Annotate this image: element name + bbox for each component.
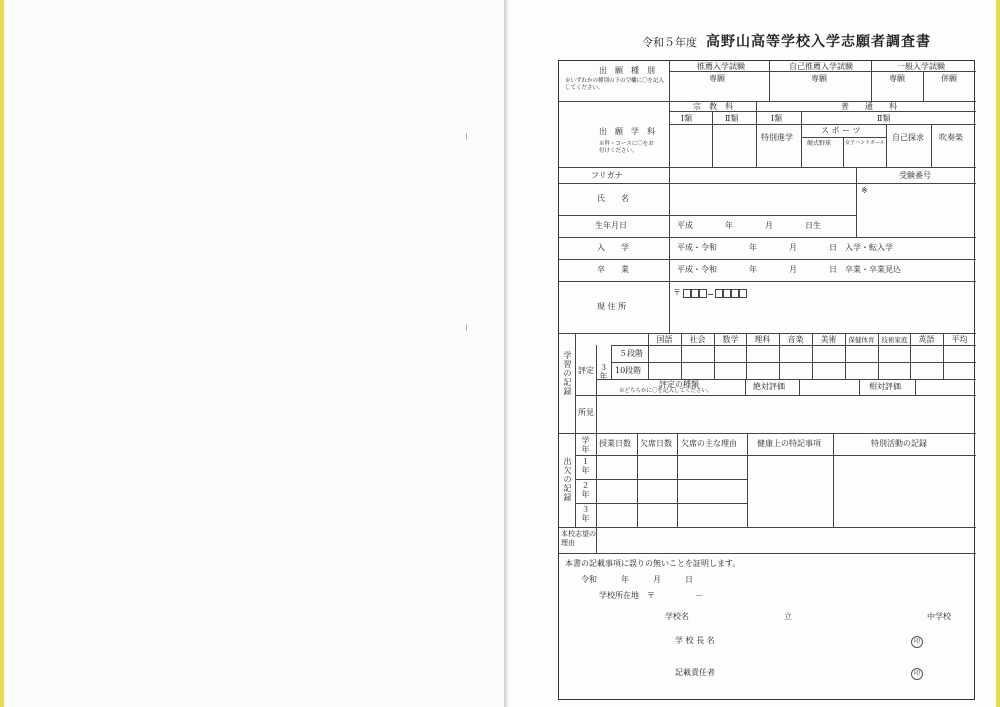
music-course: 吹奏楽	[939, 133, 963, 142]
birth-value: 平成 年 月 日生	[677, 221, 821, 230]
junior-high-label: 中学校	[927, 612, 951, 621]
postal-digit-box[interactable]	[739, 289, 747, 298]
public-label: 立	[784, 612, 792, 621]
principal-seal-icon: 印	[911, 636, 923, 648]
subject-header: 国語	[656, 335, 673, 344]
recorder-seal-icon: 印	[911, 668, 923, 680]
postal-digit-box[interactable]	[731, 289, 739, 298]
certify-date: 令和 年 月 日	[581, 575, 693, 584]
recorder-label: 記載責任者	[675, 668, 715, 677]
attendance-record-label: 出欠の記録	[563, 457, 572, 502]
exclusive-general: 専願	[889, 74, 905, 83]
address-label: 現 住 所	[597, 302, 627, 311]
advanced-course: 特別進学	[761, 133, 793, 142]
graduate-label: 卒 業	[597, 265, 629, 274]
general-class1: Ⅰ類	[771, 114, 783, 123]
religion-class1: Ⅰ類	[681, 114, 693, 123]
year1-label: １年	[581, 457, 590, 475]
grade3-label: ３年	[599, 363, 608, 381]
special-activities-label: 特別活動の記録	[871, 439, 927, 448]
absence-reason-label: 欠席の主な理由	[681, 439, 737, 448]
exam-number-mark: ※	[861, 186, 868, 195]
year2-label: ２年	[581, 481, 590, 499]
religion-class2: Ⅱ類	[725, 114, 739, 123]
subject-header: 平均	[951, 335, 968, 344]
exam-number-label: 受験番号	[899, 171, 931, 180]
entry-label: 入 学	[597, 243, 629, 252]
opinion-label: 所見	[578, 408, 594, 417]
absolute-evaluation: 絶対評価	[753, 382, 785, 391]
course-note: ※科・コースに〇をお付けください。	[599, 141, 654, 154]
combined-general: 併願	[941, 74, 957, 83]
document-title: 高野山高等学校入学志願者調査書	[706, 34, 931, 50]
subject-header: 保健体育	[848, 336, 875, 344]
exam-self-recommend: 自己推薦入学試験	[789, 62, 853, 71]
subject-header: 理科	[754, 335, 771, 344]
course-label: 出 願 学 科	[599, 127, 655, 136]
graduate-value: 平成・令和 年 月 日 卒業・卒業見込	[677, 265, 901, 274]
application-type-label: 出 願 種 別	[599, 66, 655, 75]
self-inquiry-course: 自己探求	[892, 133, 924, 142]
application-type-note: ※いずれかの種別の下の空欄に〇を記入してください。	[565, 78, 665, 91]
class-days-label: 授業日数	[599, 439, 631, 448]
postal-digit-box[interactable]	[723, 289, 731, 298]
year-column-label: 学年	[581, 436, 590, 454]
academic-record-label: 学習の記録	[563, 351, 572, 396]
entry-value: 平成・令和 年 月 日 入学・転入学	[677, 243, 893, 252]
exclusive-self: 専願	[811, 74, 827, 83]
exam-general: 一般入学試験	[897, 62, 945, 71]
motive-label: 本校志望の理由	[561, 530, 596, 547]
hole-mark	[466, 324, 467, 331]
subject-header: 社会	[689, 335, 706, 344]
blank-page	[4, 0, 504, 707]
baseball-course: 硬式野球	[807, 140, 832, 147]
general-class2: Ⅱ類	[877, 114, 891, 123]
scale5-label: ５段階	[619, 349, 643, 358]
evaluation-kind-label: 評定の種類	[659, 380, 699, 389]
era-label: 令和５年度	[642, 36, 697, 49]
furigana-label: フリガナ	[591, 171, 623, 180]
exclusive-recommend: 専願	[709, 74, 725, 83]
name-label: 氏 名	[597, 194, 629, 203]
principal-label: 学 校 長 名	[675, 636, 715, 645]
postal-digit-box[interactable]	[691, 289, 699, 298]
health-notes-label: 健康上の特記事項	[757, 439, 821, 448]
page-edge-right	[996, 0, 1000, 707]
school-location: 学校所在地 〒 －	[599, 591, 703, 600]
exam-recommend: 推薦入学試験	[697, 62, 745, 71]
application-form	[558, 60, 975, 700]
birth-label: 生年月日	[595, 221, 627, 230]
school-name-label: 学校名	[665, 612, 689, 621]
postal-mark: 〒	[673, 288, 681, 297]
subject-header: 技術家庭	[881, 336, 908, 344]
absent-days-label: 欠席日数	[640, 439, 672, 448]
evaluation-kind-note: ※どちらかに〇を記入してください。	[619, 388, 713, 394]
subject-header: 英語	[918, 335, 935, 344]
religion-course: 宗 教 科	[693, 102, 733, 111]
general-course: 普 通 科	[841, 102, 897, 111]
year3-label: ３年	[581, 505, 590, 523]
subject-header: 音楽	[787, 335, 804, 344]
certify-statement: 本書の記載事項に誤りの無いことを証明します。	[565, 559, 741, 568]
postal-digit-box[interactable]	[715, 289, 723, 298]
subject-header: 美術	[820, 335, 837, 344]
subject-header: 数学	[722, 335, 739, 344]
postal-digit-box[interactable]	[699, 289, 707, 298]
postal-digit-box[interactable]	[683, 289, 691, 298]
handball-course: 女子ハンドボール	[845, 140, 885, 146]
scale10-label: 10段階	[615, 366, 642, 375]
hyotei-label: 評定	[578, 366, 594, 375]
relative-evaluation: 相対評価	[869, 382, 901, 391]
hole-mark	[466, 133, 467, 140]
sports-course: ス ポ ー ツ	[821, 126, 861, 135]
